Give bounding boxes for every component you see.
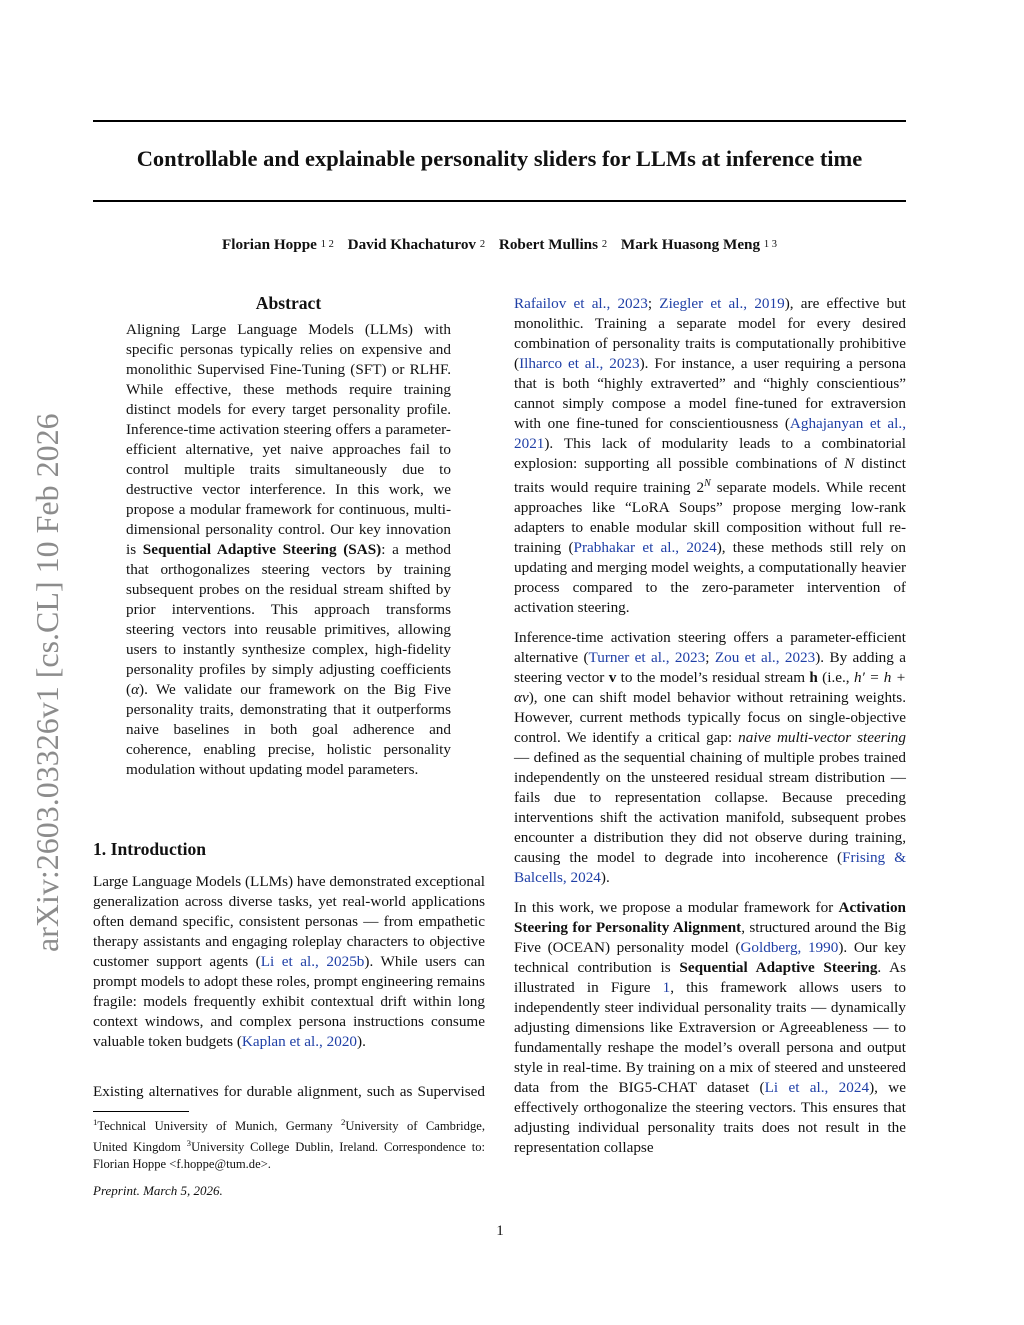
citation-link[interactable]: Aghajanyan et al., 2021 (514, 415, 906, 452)
citation-link[interactable]: Turner et al., 2023 (588, 649, 706, 667)
author-name: Mark Huasong Meng (620, 236, 761, 253)
author-name: Florian Hoppe (221, 236, 317, 253)
author-name: David Khachaturov (347, 236, 477, 253)
author-affiliation: 1 2 (320, 239, 334, 250)
arxiv-identifier: arXiv:2603.03326v1 [cs.CL] 10 Feb 2026 (29, 413, 65, 952)
intro-paragraph-2: Rafailov et al., 2023; Ziegler et al., 2019), are effective but monolithic. Training a separate model for every desired combination of personality traits is computationally prohibitive (Ilharco et al., 2023). For instance, a user requiring a persona that is both “highly extraverted” and “highly conscientious” cannot simply compose a model fine-tuned for extraversion with one fine-tuned for conscientiousness (Aghajanyan et al., 2021). This lack of modularity leads to a combinatorial explosion: supporting all possible combinations of N distinct traits would require training $2^N$ separate models. While recent approaches like “LoRA Soups” propose merging low-rank adapters to enable modular skill composition without full re-training (Prabhakar et al., 2024), these methods still rely on updating and merging model weights, a computationally heavier process compared to the zero-parameter intervention of activation steering. (514, 295, 906, 617)
affiliation-footnote: $^1$Technical University of Munich, Germany $^2$University of Cambridge, United Kingdom $^3$University College Dublin, Ireland. Correspondence to: Florian Hoppe <f.hoppe@tum.de>. (93, 1117, 485, 1172)
citation-link[interactable]: Prabhakar et al., 2024 (573, 539, 717, 557)
citation-link[interactable]: Zou et al., 2023 (714, 649, 816, 667)
abstract-section (126, 292, 451, 780)
author-name: Robert Mullins (498, 236, 599, 253)
figure-link[interactable]: 1 (662, 979, 671, 997)
citation-link[interactable]: Li et al., 2025b (260, 953, 365, 970)
citation-link[interactable]: Ziegler et al., 2019 (659, 295, 785, 312)
author-affiliation: 1 3 (763, 239, 778, 250)
citation-link[interactable]: Ilharco et al., 2023 (519, 355, 640, 372)
abstract-text: Aligning Large Language Models (LLMs) with specific personas typically relies on expensive and monolithic Supervised Fine-Tuning (SFT) or RLHF. While effective, these methods require training distinct models for every target personality profile. Inference-time activation steering offers a parameter-efficient alternative, yet naive approaches fail to control multiple traits simultaneously due to destructive vector interference. In this work, we propose a modular framework for continuous, multi-dimensional personality control. Our key innovation is Sequential Adaptive Steering (SAS): a method that orthogonalizes steering vectors by training subsequent probes on the residual stream shifted by prior interventions. This approach transforms steering vectors into reusable primitives, allowing users to instantly synthesize complex, high-fidelity personality profiles by simply adjusting coefficients (α). We validate our framework on the Big Five personality traits, demonstrating that it outperforms naive baselines in both goal adherence and coherence, enabling precise, holistic personality modulation without updating model parameters. (126, 321, 451, 778)
preprint-note: Preprint. March 5, 2026. (93, 1183, 223, 1198)
intro-paragraph-2-start: Existing alternatives for durable alignment, such as Supervised (93, 1083, 485, 1100)
citation-link[interactable]: Rafailov et al., 2023 (514, 295, 648, 312)
introduction-heading: 1. Introduction (93, 839, 207, 859)
title-bottom-rule (93, 200, 906, 202)
author-affiliation: 2 (601, 239, 608, 250)
citation-link[interactable]: Kaplan et al., 2020 (241, 1033, 358, 1050)
title-top-rule (93, 120, 906, 122)
intro-paragraph-3: Inference-time activation steering offers a parameter-efficient alternative (Turner et al., 2023; Zou et al., 2023). By adding a steering vector v to the model’s residual stream h (i.e., h′ = h + αv), one can shift model behavior without retraining weights. However, current methods typically focus on single-objective control. We identify a critical gap: naive multi-vector steering — defined as the sequential chaining of multiple probes trained independently on the unsteered residual stream distribution — fails due to representation collapse. Because preceding interventions shift the activation manifold, subsequent probes encounter a distribution they did not observe during training, causing the model to degrade into incoherence (Frising & Balcells, 2024). (514, 629, 907, 887)
author-affiliation: 2 (479, 239, 486, 250)
intro-paragraph-4: In this work, we propose a modular framework for Activation Steering for Personality Alignment, structured around the Big Five (OCEAN) personality model (Goldberg, 1990). Our key technical contribution is Sequential Adaptive Steering. As illustrated in Figure 1, this framework allows users to independently steer individual personality traits — dynamically adjusting dimensions like Extraversion or Agreeableness — to fundamentally reshape the model’s overall persona and output style in real-time. By training on a mix of steered and unsteered data from the BIG5-CHAT dataset (Li et al., 2024), we effectively orthogonalize the steering vectors. This ensures that adjusting individual personality traits does not result in the representation collapse (514, 899, 907, 1157)
intro-paragraph-1: Large Language Models (LLMs) have demonstrated exceptional generalization across diverse tasks, yet real-world applications often demand specific, consistent personas — from empathetic therapy assistants and engaging roleplay characters to objective customer support agents (Li et al., 2025b). While users can prompt models to adopt these roles, prompt engineering remains fragile: models frequently exhibit contextual drift within long context windows, and complex persona instructions consume valuable token budgets (Kaplan et al., 2020). (93, 873, 486, 1050)
abstract-heading: Abstract (255, 293, 322, 313)
citation-link[interactable]: Li et al., 2024 (764, 1079, 870, 1097)
author-list (93, 235, 906, 257)
introduction-section (93, 838, 485, 1052)
paper-title: Controllable and explainable personality sliders for LLMs at inference time (136, 146, 863, 171)
page-number: 1 (496, 1223, 504, 1239)
footnote-rule (93, 1111, 189, 1112)
right-column (514, 294, 906, 1158)
citation-link[interactable]: Frising & Balcells, 2024 (514, 849, 907, 887)
citation-link[interactable]: Goldberg, 1990 (740, 939, 839, 957)
